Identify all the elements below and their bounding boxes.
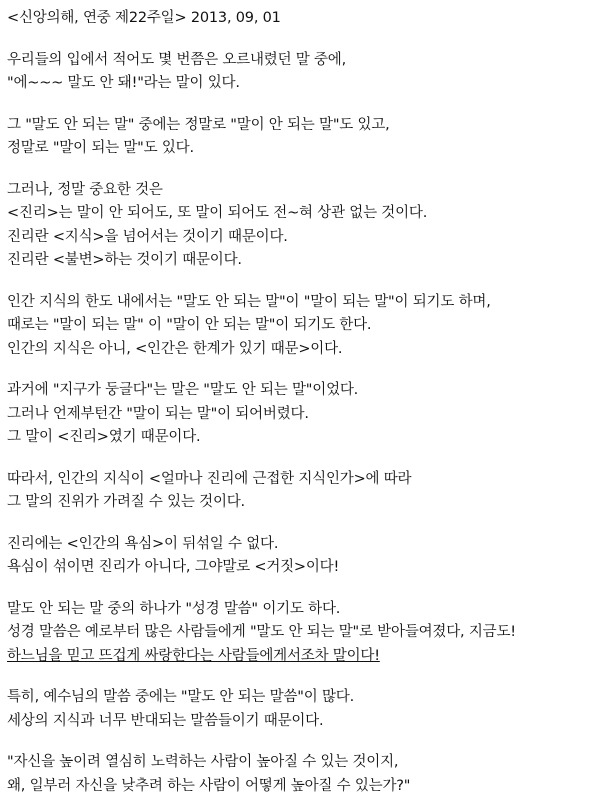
text-line: 그러나 언제부턴간 "말이 되는 말"이 되어버렸다. [7, 403, 596, 427]
paragraph-4 [7, 291, 596, 362]
paragraph-10 [7, 751, 596, 798]
text-line: 특히, 예수님의 말씀 중에는 "말도 안 되는 말씀"이 많다. [7, 686, 596, 710]
paragraph-gap [7, 31, 596, 49]
text-line: 진리란 <지식>을 넘어서는 것이기 때문이다. [7, 226, 596, 250]
text-line: 과거에 "지구가 둥글다"는 말은 "말도 안 되는 말"이었다. [7, 379, 596, 403]
paragraph-gap [7, 733, 596, 751]
text-line: 세상의 지식과 너무 반대되는 말씀들이기 때문이다. [7, 710, 596, 734]
document-header: <신앙의해, 연중 제22주일> 2013, 09, 01 [7, 7, 596, 31]
paragraph-3 [7, 179, 596, 273]
text-line: 따라서, 인간의 지식이 <얼마나 진리에 근접한 지식인가>에 따라 [7, 468, 596, 492]
paragraph-gap [7, 161, 596, 179]
text-line: 때로는 "말이 되는 말" 이 "말이 안 되는 말"이 되기도 한다. [7, 314, 596, 338]
paragraph-gap [7, 450, 596, 468]
text-line: 진리에는 <인간의 욕심>이 뒤섞일 수 없다. [7, 533, 596, 557]
paragraph-gap [7, 580, 596, 598]
paragraph-5 [7, 379, 596, 450]
text-line: 그 "말도 안 되는 말" 중에는 정말로 "말이 안 되는 말"도 있고, [7, 114, 596, 138]
text-line: 욕심이 섞이면 진리가 아니다, 그야말로 <거짓>이다! [7, 556, 596, 580]
paragraph-9 [7, 686, 596, 733]
paragraph-6 [7, 468, 596, 515]
paragraph-gap [7, 515, 596, 533]
text-line: 왜, 일부러 자신을 낮추려 하는 사람이 어떻게 높아질 수 있는가?" [7, 775, 596, 798]
paragraph-gap [7, 273, 596, 291]
text-line: 진리란 <불변>하는 것이기 때문이다. [7, 249, 596, 273]
text-line: 그 말이 <진리>였기 때문이다. [7, 426, 596, 450]
text-line: <진리>는 말이 안 되어도, 또 말이 되어도 전~혀 상관 없는 것이다. [7, 202, 596, 226]
text-line: 인간 지식의 한도 내에서는 "말도 안 되는 말"이 "말이 되는 말"이 되기도 하며, [7, 291, 596, 315]
paragraph-gap [7, 361, 596, 379]
text-line: 그 말의 진위가 가려질 수 있는 것이다. [7, 491, 596, 515]
text-line: 정말로 "말이 되는 말"도 있다. [7, 137, 596, 161]
text-line: 성경 말씀은 예로부터 많은 사람들에게 "말도 안 되는 말"로 받아들여졌다, 지금도! [7, 621, 596, 645]
paragraph-2 [7, 114, 596, 161]
document-page [7, 7, 596, 798]
paragraph-7 [7, 533, 596, 580]
underlined-text-line: 하느님을 믿고 뜨겁게 싸랑한다는 사람들에게서조차 말이다! [7, 645, 596, 669]
paragraph-gap [7, 668, 596, 686]
text-line: "에~~~ 말도 안 돼!"라는 말이 있다. [7, 72, 596, 96]
text-line: 우리들의 입에서 적어도 몇 번쯤은 오르내렸던 말 중에, [7, 49, 596, 73]
paragraph-8 [7, 598, 596, 669]
text-line: 그러나, 정말 중요한 것은 [7, 179, 596, 203]
paragraph-1 [7, 49, 596, 96]
text-line: "자신을 높이려 열심히 노력하는 사람이 높아질 수 있는 것이지, [7, 751, 596, 775]
text-line: 인간의 지식은 아니, <인간은 한계가 있기 때문>이다. [7, 338, 596, 362]
text-line: 말도 안 되는 말 중의 하나가 "성경 말씀" 이기도 하다. [7, 598, 596, 622]
paragraph-gap [7, 96, 596, 114]
